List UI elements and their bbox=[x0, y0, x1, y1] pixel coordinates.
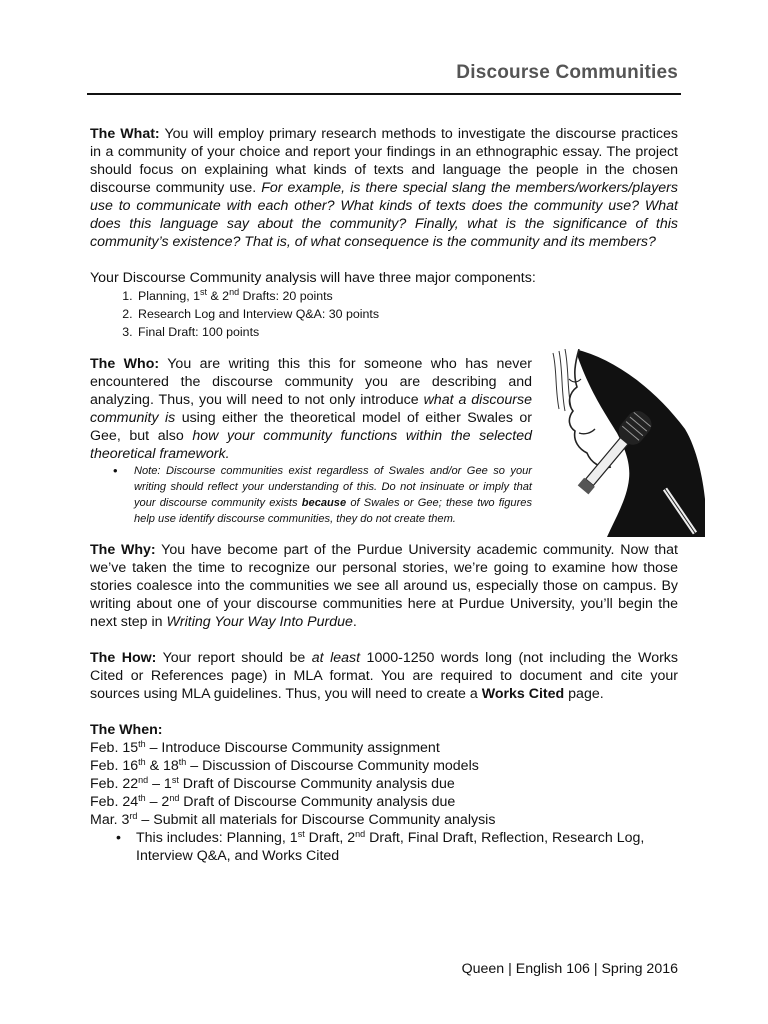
list-item: Feb. 24th – 2nd Draft of Discourse Community analysis due bbox=[90, 793, 456, 810]
what-paragraph: The What: You will employ primary research methods to investigate the discourse practices in a community of your choice and report your findings in an ethnographic essay. The project should focus on explaining what kinds of texts and language the people in the chosen discourse community use. For example, is there special slang the members/workers/players use to communicate with each other? What kinds of texts does the community use? What does this language say about the community? Finally, what is the significance of this community’s existence? That is, of what consequence is the community and its members? bbox=[90, 126, 679, 250]
note-list bbox=[90, 463, 532, 527]
how-paragraph: The How: Your report should be at least 1000-1250 words long (not including the Works Cited or References page) in MLA format. You are required to document and cite your sources using MLA guidelines. Thus, you will need to create a Works Cited page. bbox=[90, 650, 678, 702]
list-item: Mar. 3rd – Submit all materials for Discourse Community analysis bbox=[90, 811, 496, 828]
note-item: • Note: Discourse communities exist regardless of Swales and/or Gee so your writing should reflect your understanding of this. Do not insinuate or imply that your discourse community exists because of Swales or Gee; these two figures help use identify discourse communities, they do not create them. bbox=[134, 463, 532, 527]
list-item: Feb. 16th & 18th – Discussion of Discourse Community models bbox=[90, 757, 479, 774]
why-paragraph: The Why: You have become part of the Purdue University academic community. Now that we’ve taken the time to recognize our personal stories, we’re going to examine how those stories coalesce into the communities we see all around us, especially those on campus. By writing about one of your discourse communities here at Purdue University, you’ll begin the next step in Writing Your Way Into Purdue. bbox=[90, 542, 679, 630]
list-item: 3. Final Draft: 100 points bbox=[136, 323, 678, 341]
includes-list bbox=[90, 829, 678, 865]
when-list bbox=[90, 739, 678, 829]
what-label: The What: bbox=[90, 126, 160, 142]
list-item: Feb. 15th – Introduce Discourse Community assignment bbox=[90, 739, 440, 756]
list-item: Feb. 22nd – 1st Draft of Discourse Community analysis due bbox=[90, 775, 455, 792]
list-item: • This includes: Planning, 1st Draft, 2nd Draft, Final Draft, Reflection, Research Log, Interview Q&A, and Works Cited bbox=[136, 829, 678, 865]
why-label: The Why: bbox=[90, 542, 156, 558]
title-rule bbox=[87, 93, 681, 95]
when-label: The When: bbox=[90, 722, 163, 738]
who-paragraph: The Who: You are writing this this for someone who has never encountered the discourse community you are describing and analyzing. Thus, you will need to not only introduce what a discourse community is using either the theoretical model of either Swales or Gee, but also how your community functions within the selected theoretical framework. bbox=[90, 356, 532, 462]
microphone-singer-illustration bbox=[545, 349, 705, 537]
components-intro: Your Discourse Community analysis will have three major components: bbox=[90, 270, 536, 286]
document-body bbox=[90, 125, 678, 865]
components-list bbox=[90, 287, 678, 341]
how-label: The How: bbox=[90, 650, 157, 666]
who-label: The Who: bbox=[90, 356, 160, 372]
list-item: 2. Research Log and Interview Q&A: 30 points bbox=[136, 305, 678, 323]
list-item: 1. Planning, 1st & 2nd Drafts: 20 points bbox=[136, 287, 678, 305]
page-footer: Queen | English 106 | Spring 2016 bbox=[461, 961, 678, 977]
page-title: Discourse Communities bbox=[456, 62, 678, 83]
who-section bbox=[90, 355, 678, 527]
